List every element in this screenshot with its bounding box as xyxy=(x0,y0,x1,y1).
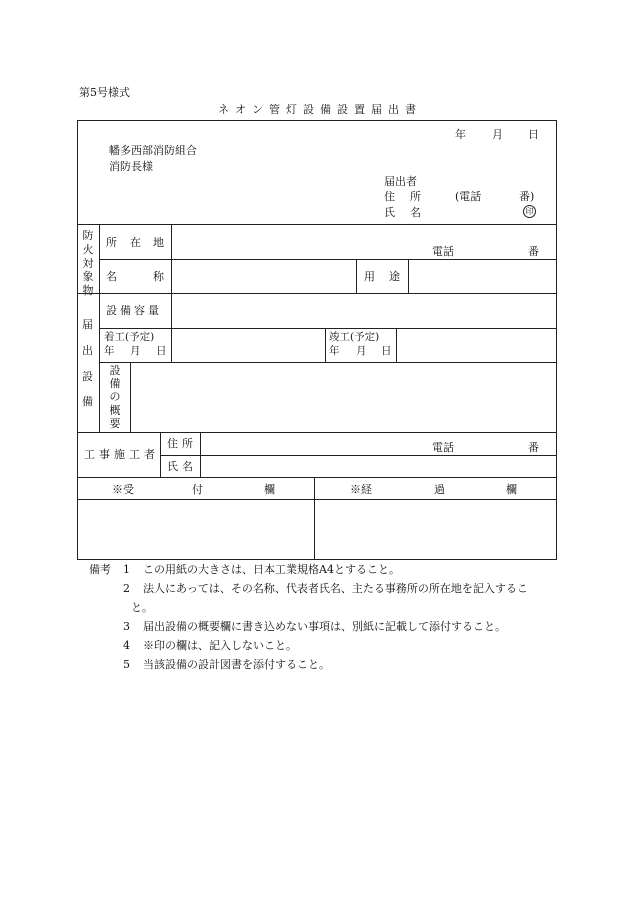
applicant-name-label-1: 氏 xyxy=(384,206,395,219)
applicant-address-label-2: 所 xyxy=(410,190,421,203)
applicant-name-label-2: 名 xyxy=(410,206,421,219)
contractor-address-label: 住所 xyxy=(167,437,197,450)
applicant-label: 届出者 xyxy=(384,175,417,188)
notes-heading: 備考 xyxy=(89,563,111,576)
date-day: 日 xyxy=(528,128,539,141)
page: 第5号様式 ネオン管灯設備設置届出書 年 月 日 幡多西部消防組合 消防長様 届出者 住 所 (電話 番) 氏 名 印 防 火 対 象 物 所 在 地 電話 番 名 称 用 途 届 出 設 備 設備容量 着工(予定) 年 月 日 竣工(予定) 年 月 日 設 備 の 概 要 工事施工者 住所 電話 番 氏名 ※受 付 欄 ※経 過 欄 備考 1 この用紙の大きさは、日本工業規格A4とすること。 2 法人にあっては、その名称、代表者氏名、主たる事務所の所在地を記入するこ と。 3 届出設備の概要欄に書き込めない事項は、別紙に記載して添付すること。 4 ※印の欄は、記入しないこと。 5 当該設備の設計図書を添付すること。 xyxy=(0,0,630,915)
date-month: 月 xyxy=(492,128,503,141)
applicant-address-label-1: 住 xyxy=(384,190,395,203)
overview-label: 設 備 の 概 要 xyxy=(109,364,121,430)
form-number: 第5号様式 xyxy=(79,86,130,99)
page-title: ネオン管灯設備設置届出書 xyxy=(218,103,422,116)
location-phone-suffix: 番 xyxy=(528,245,539,258)
applicant-phone-open: (電話 xyxy=(455,190,482,203)
addressee-org: 幡多西部消防組合 xyxy=(109,144,197,157)
contractor-phone-label: 電話 xyxy=(432,441,454,454)
fire-target-group-label: 防 火 対 象 物 xyxy=(82,229,94,297)
addressee-title: 消防長様 xyxy=(109,160,153,173)
seal-icon: 印 xyxy=(523,205,536,218)
applicant-phone-close: 番) xyxy=(519,190,535,203)
location-phone-label: 電話 xyxy=(432,245,454,258)
contractor-name-label: 氏名 xyxy=(167,460,197,473)
contractor-label: 工事施工者 xyxy=(84,448,159,461)
start-date-label: 着工(予定) xyxy=(104,331,155,343)
end-date-label: 竣工(予定) xyxy=(329,331,380,343)
contractor-phone-suffix: 番 xyxy=(528,441,539,454)
date-year: 年 xyxy=(455,128,466,141)
capacity-label: 設備容量 xyxy=(106,304,162,317)
